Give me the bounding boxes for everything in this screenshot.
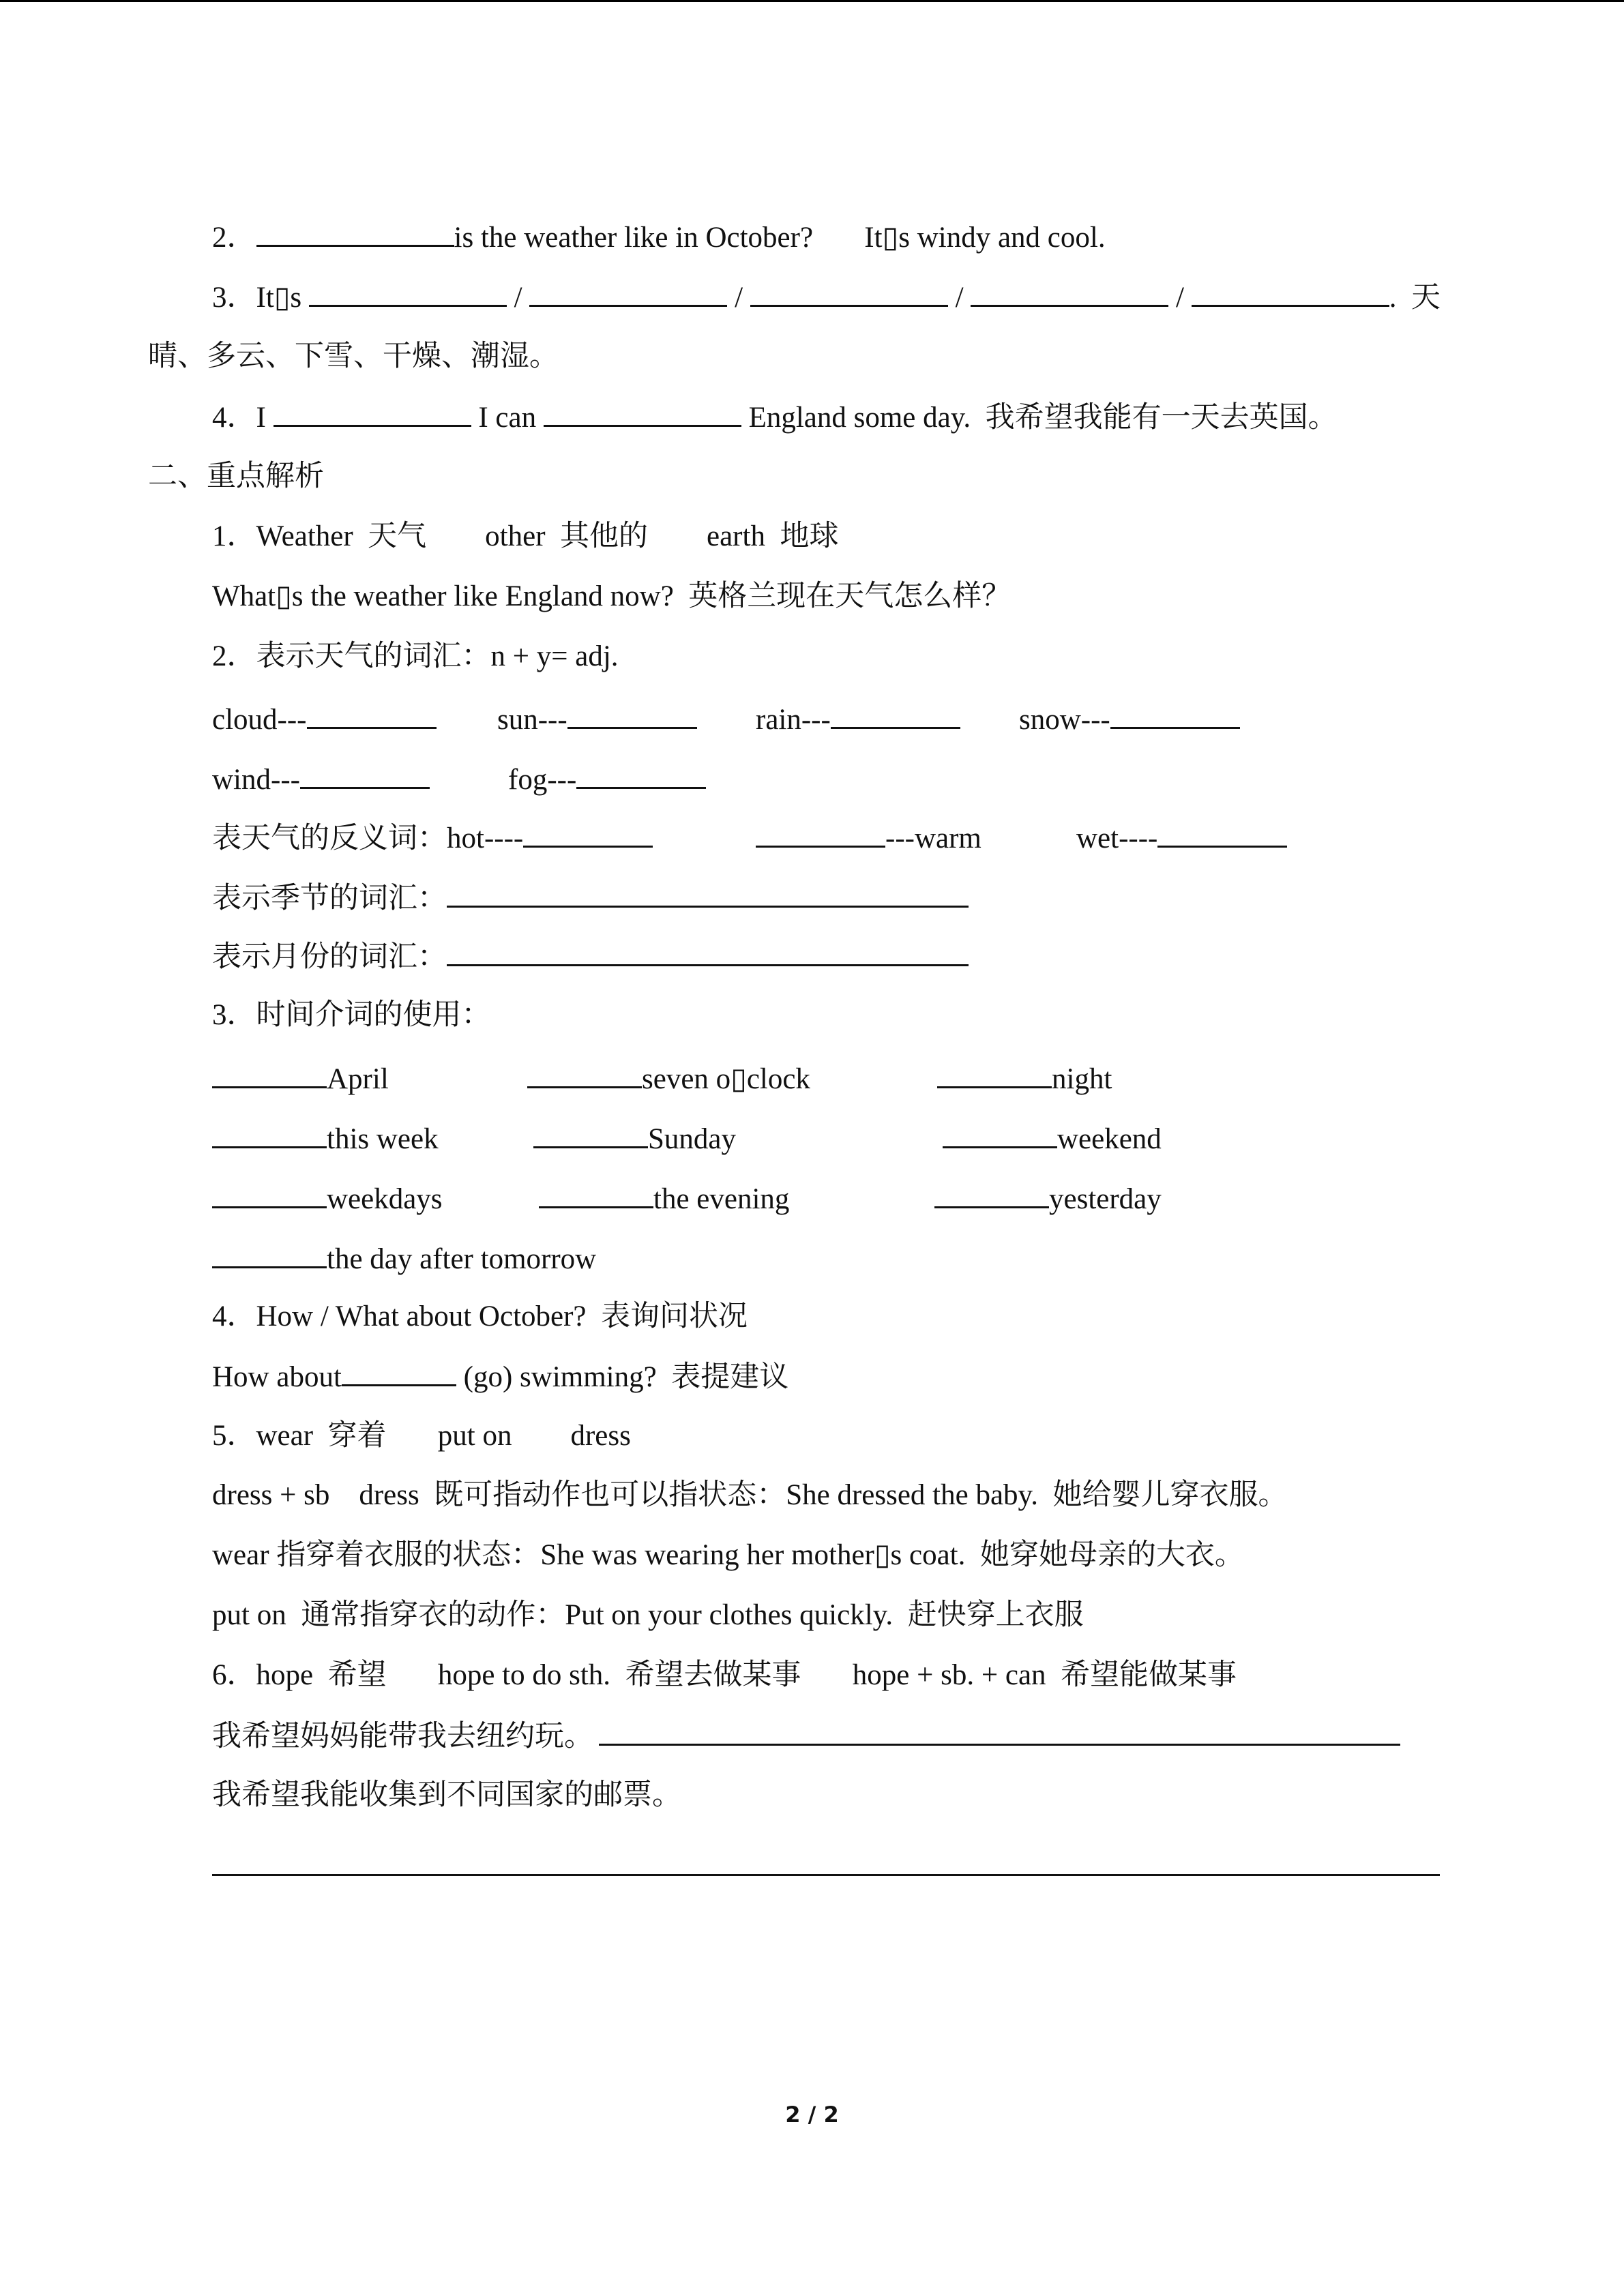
- key-point-5-dress: dress + sb dress 既可指动作也可以指状态：She dressed the baby. 她给婴儿穿衣服。: [212, 1479, 1288, 1511]
- answer-blank[interactable]: [527, 1059, 642, 1088]
- exercise-line-4: 4．I I can England some day. 我希望我能有一天去英国。: [212, 398, 1338, 437]
- prep-this-week: this week: [212, 1119, 439, 1159]
- season-words: 表示季节的词汇：: [212, 878, 969, 918]
- answer-blank[interactable]: [567, 700, 697, 729]
- prep-seven: seven o▯clock: [527, 1059, 810, 1099]
- answer-blank[interactable]: [937, 1059, 1052, 1088]
- top-border: [0, 0, 1624, 2]
- word-wind: wind---: [212, 760, 430, 799]
- antonym-hot: 表天气的反义词：hot----: [212, 818, 653, 858]
- section-heading: 二、重点解析: [148, 460, 324, 492]
- word-sun: sun---: [497, 700, 697, 739]
- answer-blank[interactable]: [1192, 278, 1389, 307]
- answer-blank[interactable]: [971, 278, 1168, 307]
- answer-blank[interactable]: [447, 878, 969, 908]
- key-point-2: 2．表示天气的词汇：n + y= adj.: [212, 640, 619, 672]
- answer-blank[interactable]: [307, 700, 437, 729]
- answer-blank[interactable]: [934, 1179, 1049, 1208]
- prep-april: April: [212, 1059, 389, 1099]
- answer-blank[interactable]: [750, 278, 948, 307]
- key-point-5-wear: wear 指穿着衣服的状态：She was wearing her mother▯s coat. 她穿她母亲的大衣。: [212, 1539, 1244, 1571]
- answer-blank[interactable]: [1157, 818, 1287, 848]
- answer-blank[interactable]: [309, 278, 507, 307]
- answer-blank[interactable]: [539, 1179, 653, 1208]
- answer-blank[interactable]: [447, 937, 969, 966]
- answer-blank[interactable]: [523, 818, 653, 848]
- answer-blank[interactable]: [256, 218, 454, 247]
- word-cloud: cloud---: [212, 700, 437, 739]
- answer-blank[interactable]: [576, 760, 706, 789]
- answer-blank[interactable]: [1110, 700, 1240, 729]
- answer-blank[interactable]: [529, 278, 727, 307]
- prep-sunday: Sunday: [533, 1119, 736, 1159]
- answer-blank[interactable]: [212, 1119, 327, 1148]
- antonym-wet: wet----: [1076, 818, 1287, 858]
- answer-blank[interactable]: [212, 1239, 327, 1268]
- answer-blank[interactable]: [831, 700, 960, 729]
- exercise-line-3: 3．It▯s / / / / . 天: [212, 278, 1441, 317]
- key-point-1: 1．Weather 天气 other 其他的 earth 地球: [212, 520, 839, 552]
- answer-line[interactable]: [212, 1874, 1440, 1876]
- prep-evening: the evening: [539, 1179, 789, 1219]
- answer-blank[interactable]: [212, 1059, 327, 1088]
- prep-night: night: [937, 1059, 1112, 1099]
- word-fog: fog---: [508, 760, 706, 799]
- answer-blank[interactable]: [212, 1179, 327, 1208]
- key-point-4: 4．How / What about October? 表询问状况: [212, 1300, 748, 1332]
- word-rain: rain---: [756, 700, 960, 739]
- prep-yesterday: yesterday: [934, 1179, 1162, 1219]
- key-point-6-exercise-b: 我希望我能收集到不同国家的邮票。: [212, 1779, 681, 1811]
- key-point-4-example: How about (go) swimming? 表提建议: [212, 1357, 788, 1397]
- answer-blank[interactable]: [342, 1357, 456, 1386]
- answer-blank[interactable]: [274, 398, 471, 427]
- answer-blank[interactable]: [599, 1716, 1400, 1746]
- antonym-warm: ---warm: [756, 818, 981, 858]
- key-point-6: 6．hope 希望 hope to do sth. 希望去做某事 hope + sb. + can 希望能做某事: [212, 1659, 1237, 1691]
- answer-blank[interactable]: [943, 1119, 1057, 1148]
- answer-blank[interactable]: [544, 398, 741, 427]
- key-point-6-exercise-a: 我希望妈妈能带我去纽约玩。: [212, 1716, 1400, 1756]
- exercise-line-2: 2． is the weather like in October? It▯s windy and cool.: [212, 218, 1106, 257]
- prep-weekdays: weekdays: [212, 1179, 443, 1219]
- exercise-line-3-translation: 晴、多云、下雪、干燥、潮湿。: [148, 340, 559, 372]
- answer-blank[interactable]: [533, 1119, 648, 1148]
- prep-day-after: the day after tomorrow: [212, 1239, 596, 1279]
- key-point-5: 5．wear 穿着 put on dress: [212, 1420, 631, 1452]
- answer-blank[interactable]: [756, 818, 885, 848]
- key-point-1-example: What▯s the weather like England now? 英格兰现在天气怎么样？: [212, 580, 1012, 612]
- word-snow: snow---: [1019, 700, 1240, 739]
- answer-blank[interactable]: [300, 760, 430, 789]
- page-number: 2 / 2: [785, 2102, 839, 2128]
- prep-weekend: weekend: [943, 1119, 1162, 1159]
- month-words: 表示月份的词汇：: [212, 937, 969, 976]
- key-point-5-put-on: put on 通常指穿衣的动作：Put on your clothes quickly. 赶快穿上衣服: [212, 1599, 1084, 1631]
- key-point-3: 3．时间介词的使用：: [212, 999, 491, 1031]
